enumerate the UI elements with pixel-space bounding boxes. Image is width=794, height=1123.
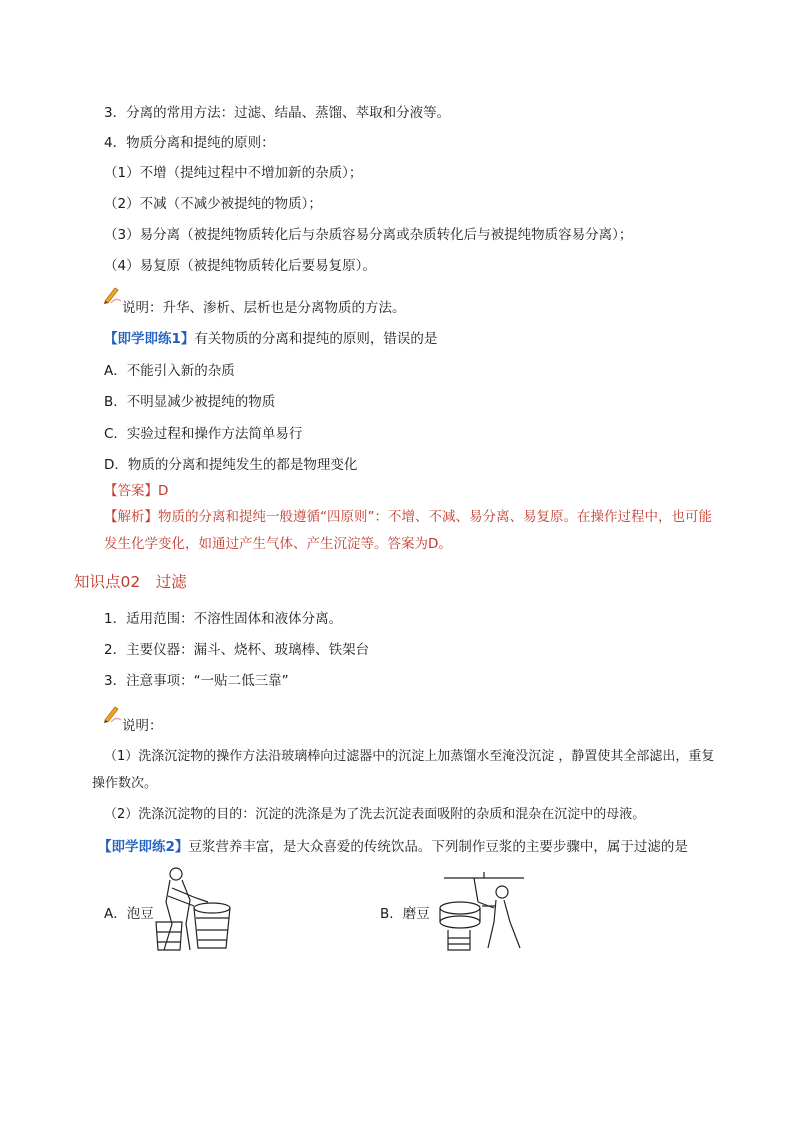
principle-3: （3）易分离（被提纯物质转化后与杂质容易分离或杂质转化后与被提纯物质容易分离）； (104, 227, 633, 243)
filtration-instruments: 2．主要仪器：漏斗、烧杯、玻璃棒、铁架台 (104, 642, 370, 658)
option-c: C．实验过程和操作方法简单易行 (104, 426, 303, 442)
practice2-tag: 【即学即练2】 (98, 839, 189, 855)
option-b: B．不明显减少被提纯的物质 (104, 394, 276, 410)
principle-1: （1）不增（提纯过程中不增加新的杂质）； (104, 165, 363, 181)
note-label: 说明： (122, 718, 163, 734)
principle-4: （4）易复原（被提纯物质转化后要易复原）。 (104, 258, 376, 274)
practice1-question: 有关物质的分离和提纯的原则，错误的是 (194, 331, 438, 347)
answer-value: D (158, 483, 169, 499)
section-title-filtration: 知识点02 过滤 (74, 573, 187, 591)
option-d: D．物质的分离和提纯发生的都是物理变化 (104, 457, 358, 473)
analysis-text-1: 物质的分离和提纯一般遵循“四原则”：不增、不减、易分离、易复原。在操作过程中，也可能 (158, 509, 712, 525)
soaking-beans-illustration (150, 862, 232, 954)
item-3-methods: 3．分离的常用方法：过滤、结晶、蒸馏、萃取和分液等。 (104, 105, 451, 121)
principle-2: （2）不减（不减少被提纯的物质）； (104, 196, 322, 212)
option-b-grinding: B．磨豆 (380, 906, 430, 922)
note-1-line-2: 操作数次。 (92, 776, 158, 791)
note-2: （2）洗涤沉淀物的目的：沉淀的洗涤是为了洗去沉淀表面吸附的杂质和混杂在沉淀中的母液。 (104, 807, 646, 822)
option-a-soaking: A．泡豆 (104, 906, 154, 922)
filtration-scope: 1．适用范围：不溶性固体和液体分离。 (104, 611, 343, 627)
analysis-line-1 (104, 508, 712, 526)
practice1-tag: 【即学即练1】 (104, 331, 195, 347)
analysis-line-2: 发生化学变化，如通过产生气体、产生沉淀等。答案为D。 (104, 536, 452, 552)
option-a: A．不能引入新的杂质 (104, 363, 235, 379)
practice2-question: 豆浆营养丰富，是大众喜爱的传统饮品。下列制作豆浆的主要步骤中，属于过滤的是 (188, 839, 688, 855)
practice2-line (98, 838, 688, 856)
answer-line (104, 482, 168, 500)
grinding-beans-illustration (434, 872, 530, 952)
answer-tag: 【答案】 (104, 483, 158, 499)
pencil-note-icon (102, 704, 124, 724)
practice1-line (104, 330, 437, 348)
note-sublimation: 说明：升华、渗析、层析也是分离物质的方法。 (122, 300, 406, 316)
note-1-line-1: （1）洗涤沉淀物的操作方法沿玻璃棒向过滤器中的沉淀上加蒸馏水至淹没沉淀 ，静置使其全部滤出，重复 (104, 749, 715, 764)
pencil-note-icon (102, 285, 124, 305)
filtration-precautions: 3．注意事项：“一贴二低三靠” (104, 673, 289, 689)
analysis-tag: 【解析】 (104, 509, 158, 525)
item-4-principles-heading: 4．物质分离和提纯的原则： (104, 135, 275, 151)
